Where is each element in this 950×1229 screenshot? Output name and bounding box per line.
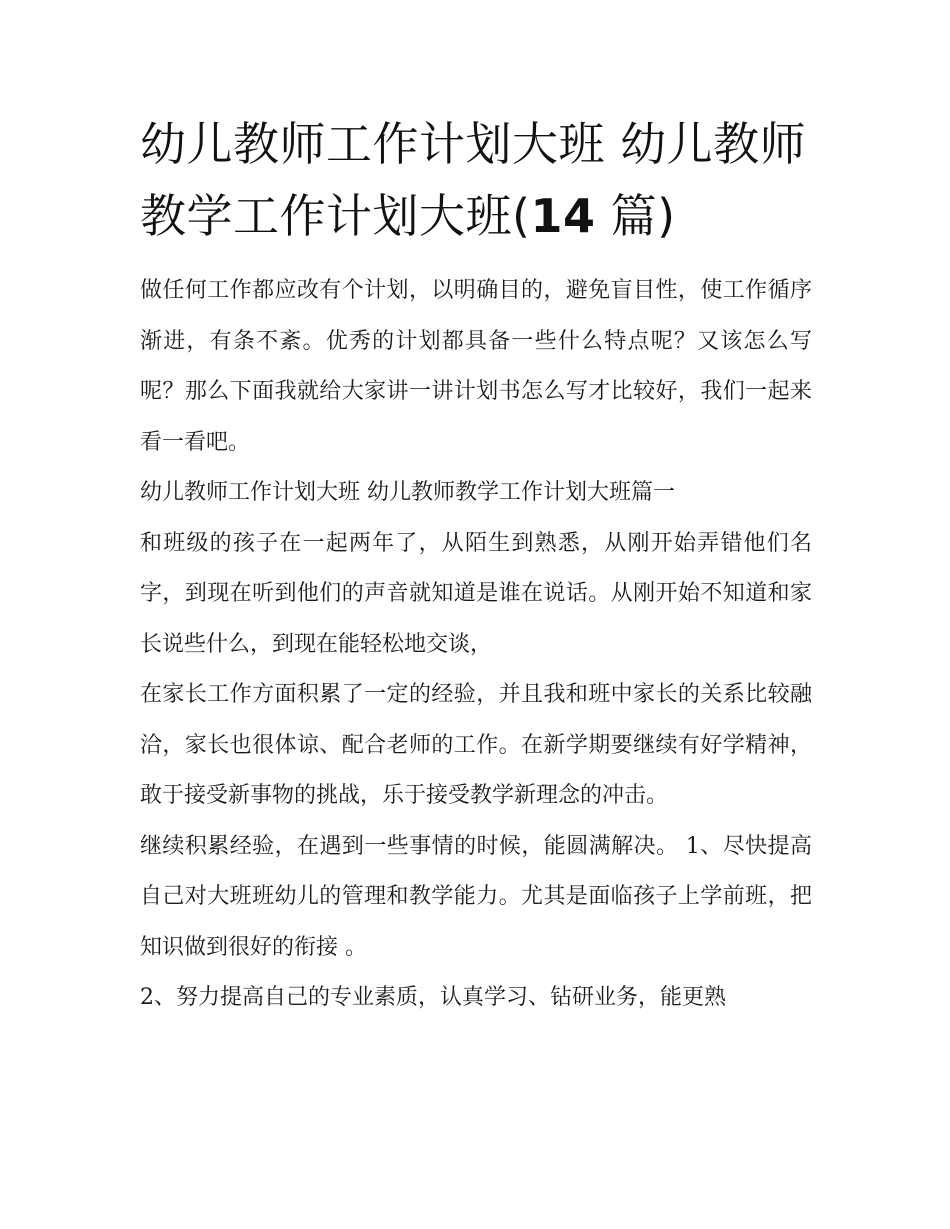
body-paragraph: 在家长工作方面积累了一定的经验，并且我和班中家长的关系比较融洽，家长也很体谅、配合老师的工作。在新学期要继续有好学精神，敢于接受新事物的挑战，乐于接受教学新理念的冲击。	[140, 682, 812, 808]
intro-paragraph: 做任何工作都应改有个计划，以明确目的，避免盲目性，使工作循序渐进，有条不紊。优秀的计划都具备一些什么特点呢？又该怎么写呢？那么下面我就给大家讲一讲计划书怎么写才比较好，我们一起来看一看吧。	[140, 278, 812, 455]
body-paragraph: 2、努力提高自己的专业素质，认真学习、钻研业务，能更熟	[140, 985, 726, 1010]
title-text: 幼儿教师工作计划大班 幼儿教师教学工作计划大班(	[140, 117, 807, 243]
document-page	[140, 108, 812, 1024]
title-suffix: 篇)	[595, 189, 676, 243]
body-paragraph: 继续积累经验，在遇到一些事情的时候，能圆满解决。 1、尽快提高自己对大班班幼儿的管理和教学能力。尤其是面临孩子上学前班，把知识做到很好的衔接 。	[140, 833, 812, 960]
body-paragraph: 和班级的孩子在一起两年了，从陌生到熟悉，从刚开始弄错他们名字，到现在听到他们的声音就知道是谁在说话。从刚开始不知道和家长说些什么，到现在能轻松地交谈，	[140, 530, 812, 657]
section-heading: 幼儿教师工作计划大班 幼儿教师教学工作计划大班篇一	[140, 480, 675, 505]
title-count: 14	[530, 189, 596, 243]
document-title	[140, 108, 812, 252]
